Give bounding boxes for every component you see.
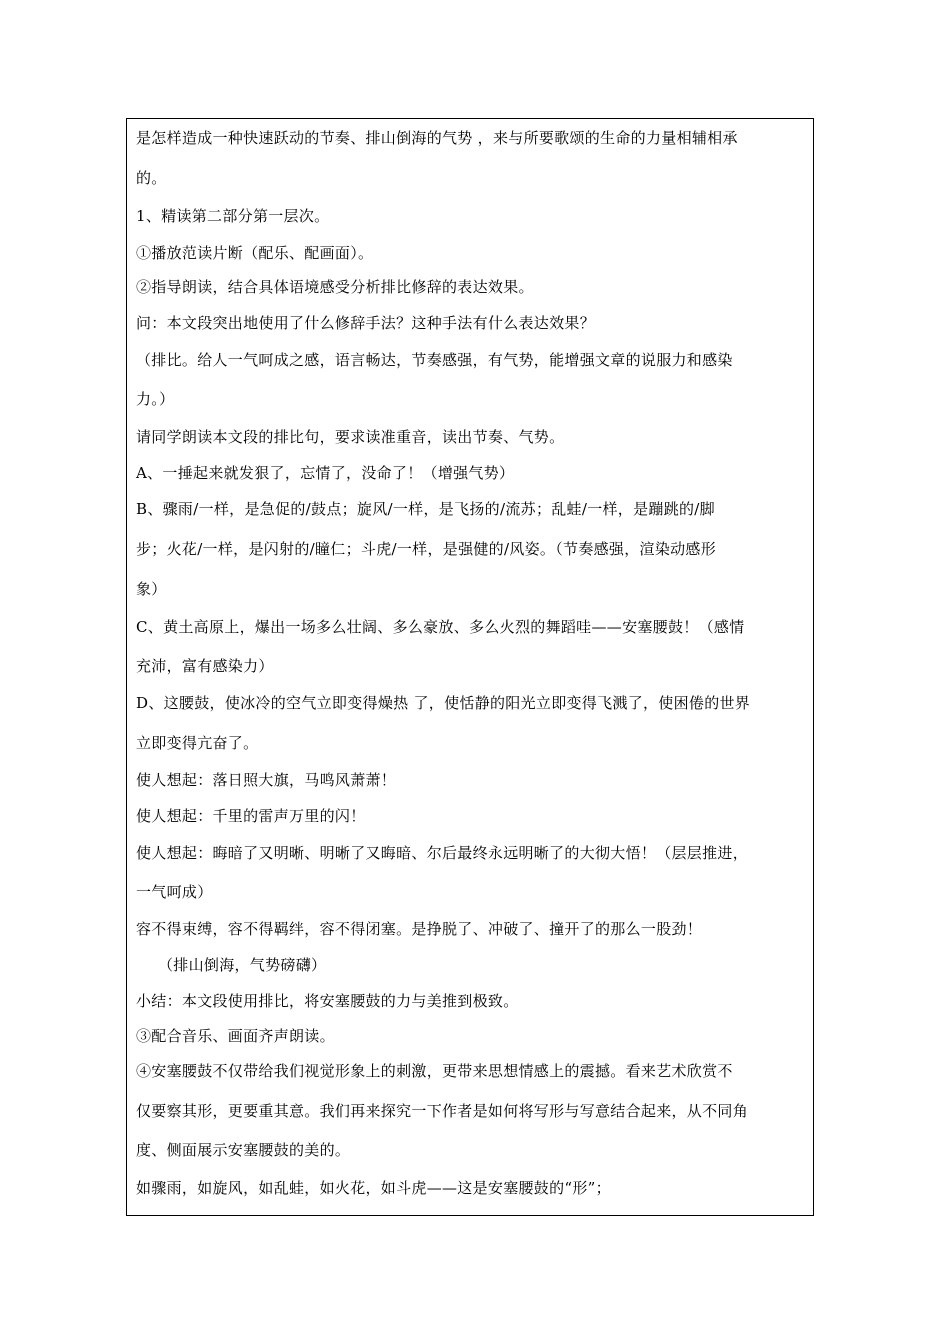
text-line: 问：本文段突出地使用了什么修辞手法？这种手法有什么表达效果？ bbox=[136, 314, 596, 332]
text-line: （排山倒海，气势磅礴） bbox=[158, 956, 327, 974]
text-line: 度、侧面展示安塞腰鼓的美的。 bbox=[136, 1141, 351, 1159]
text-line: 小结：本文段使用排比，将安塞腰鼓的力与美推到极致。 bbox=[136, 992, 519, 1010]
text-line: D、这腰鼓，使冰冷的空气立即变得燥热 了，使恬静的阳光立即变得飞溅了，使困倦的世界 bbox=[136, 694, 751, 712]
text-line: 一气呵成） bbox=[136, 883, 213, 901]
text-line: ③配合音乐、画面齐声朗读。 bbox=[136, 1027, 335, 1045]
text-line: 1、精读第二部分第一层次。 bbox=[136, 207, 330, 225]
text-line: （排比。给人一气呵成之感，语言畅达，节奏感强，有气势，能增强文章的说服力和感染 bbox=[136, 351, 733, 369]
text-line: 力。） bbox=[136, 390, 175, 408]
text-line: A、一捶起来就发狠了，忘情了，没命了！（增强气势） bbox=[136, 464, 515, 482]
text-line: 如骤雨，如旋风，如乱蛙，如火花，如斗虎——这是安塞腰鼓的“形”； bbox=[136, 1179, 611, 1197]
text-line: 容不得束缚，容不得羁绊，容不得闭塞。是挣脱了、冲破了、撞开了的那么一股劲！ bbox=[136, 920, 703, 938]
text-line: 立即变得亢奋了。 bbox=[136, 734, 259, 752]
text-line: ②指导朗读，结合具体语境感受分析排比修辞的表达效果。 bbox=[136, 278, 534, 296]
text-line: 仅要察其形，更要重其意。我们再来探究一下作者是如何将写形与写意结合起来，从不同角 bbox=[136, 1102, 749, 1120]
text-line: ①播放范读片断（配乐、配画面）。 bbox=[136, 244, 374, 262]
text-line: 象） bbox=[136, 580, 167, 598]
text-line: 的。 bbox=[136, 169, 167, 187]
text-line: 步；火花/一样，是闪射的/瞳仁；斗虎/一样，是强健的/风姿。（节奏感强，渲染动感形 bbox=[136, 540, 717, 558]
text-line: C、黄土高原上，爆出一场多么壮阔、多么豪放、多么火烈的舞蹈哇——安塞腰鼓！（感情 bbox=[136, 618, 745, 636]
text-line: 使人想起：千里的雷声万里的闪！ bbox=[136, 807, 366, 825]
text-line: 充沛，富有感染力） bbox=[136, 657, 274, 675]
text-line: B、骤雨/一样，是急促的/鼓点；旋风/一样，是飞扬的/流苏；乱蛙/一样，是蹦跳的/脚 bbox=[136, 500, 715, 518]
text-line: ④安塞腰鼓不仅带给我们视觉形象上的刺激，更带来思想情感上的震撼。看来艺术欣赏不 bbox=[136, 1062, 733, 1080]
text-line: 是怎样造成一种快速跃动的节奏、排山倒海的气势 ，来与所要歌颂的生命的力量相辅相承 bbox=[136, 129, 738, 147]
text-line: 请同学朗读本文段的排比句，要求读准重音，读出节奏、气势。 bbox=[136, 428, 565, 446]
text-line: 使人想起：落日照大旗，马鸣风萧萧！ bbox=[136, 771, 397, 789]
text-line: 使人想起：晦暗了又明晰、明晰了又晦暗、尔后最终永远明晰了的大彻大悟！（层层推进， bbox=[136, 844, 749, 862]
